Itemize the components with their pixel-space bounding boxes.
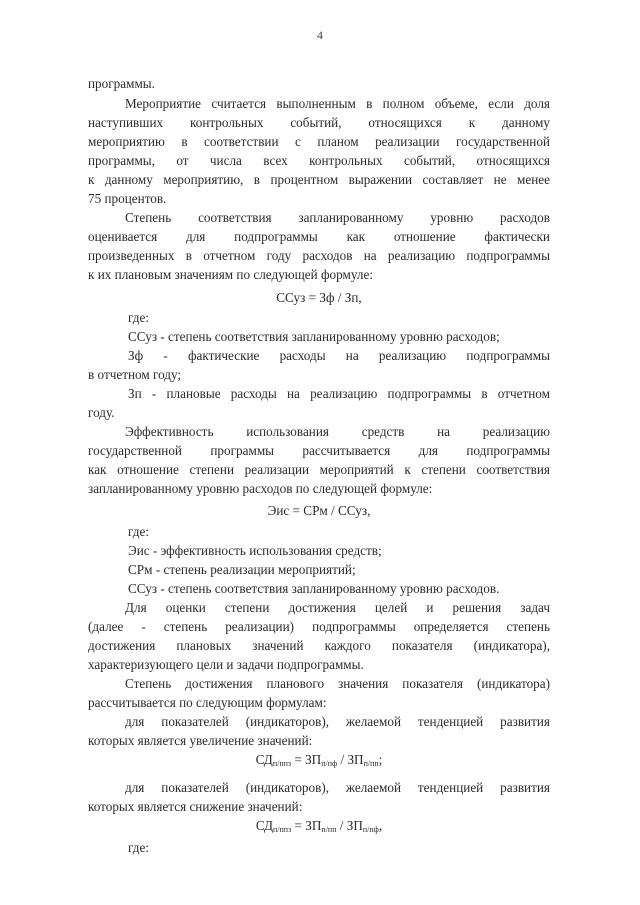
formula-subscript: п/ппз bbox=[272, 759, 292, 768]
formula-term: / ЗП bbox=[337, 752, 364, 767]
text-line: произведенных в отчетном году расходов на реализацию подпрограммы bbox=[88, 248, 550, 263]
text-line: для показателей (индикаторов), желаемой тенденцией развития bbox=[125, 780, 550, 795]
formula-term: СД bbox=[255, 752, 273, 767]
formula-term: , bbox=[378, 818, 383, 833]
page-number: 4 bbox=[317, 28, 323, 42]
text-line: рассчитывается по следующим формулам: bbox=[88, 695, 327, 710]
formula-term: ; bbox=[378, 752, 383, 767]
text-line: которых является снижение значений: bbox=[88, 799, 303, 814]
text-line: Эффективность использования средств на реализацию bbox=[125, 424, 550, 439]
formula-term: СД bbox=[255, 818, 273, 833]
formula-eis: Эис = СРм / ССуз, bbox=[267, 503, 371, 518]
formula-increase bbox=[88, 752, 550, 768]
text-line: Степень соответствия запланированному уровню расходов bbox=[125, 210, 550, 225]
text-line: как отношение степени реализации мероприятий к степени соответствия bbox=[88, 462, 550, 477]
formula-subscript: п/ппз bbox=[273, 825, 292, 834]
text-line: Зф - фактические расходы на реализацию подпрограммы bbox=[128, 348, 550, 363]
text-line: (далее - степень реализации) подпрограммы определяется степень bbox=[88, 619, 550, 634]
text-line: наступивших контрольных событий, относящихся к данному bbox=[88, 115, 550, 130]
text-line: 75 процентов. bbox=[88, 191, 167, 206]
formula-subscript: п/пф bbox=[321, 759, 338, 768]
formula-subscript: п/пп bbox=[363, 759, 379, 768]
formula-subscript: п/пф bbox=[362, 825, 379, 834]
text-line: программы, от числа всех контрольных событий, относящихся bbox=[88, 153, 550, 168]
formula-subscript: п/пп bbox=[321, 825, 337, 834]
text-line: к их плановым значениям по следующей формуле: bbox=[88, 267, 373, 282]
formula-ssuz: ССуз = Зф / Зп, bbox=[276, 290, 362, 305]
formula-term: / ЗП bbox=[336, 818, 363, 833]
text-line: для показателей (индикаторов), желаемой тенденцией развития bbox=[125, 714, 550, 729]
text-line: где: bbox=[128, 840, 149, 855]
text-line: запланированному уровню расходов по следующей формуле: bbox=[88, 481, 433, 496]
formula-term: = ЗП bbox=[291, 752, 322, 767]
text-line: в отчетном году; bbox=[88, 367, 182, 382]
text-line: мероприятию в соответствии с планом реализации государственной bbox=[88, 134, 550, 149]
text-line: оценивается для подпрограммы как отношение фактически bbox=[88, 229, 550, 244]
text-line: СРм - степень реализации мероприятий; bbox=[128, 562, 356, 577]
formula-term: = ЗП bbox=[291, 818, 322, 833]
text-line: году. bbox=[88, 405, 115, 420]
text-line: ССуз - степень соответствия запланированному уровню расходов. bbox=[128, 581, 500, 596]
text-line: которых является увеличение значений: bbox=[88, 733, 313, 748]
text-line: достижения плановых значений каждого показателя (индикатора), bbox=[88, 638, 550, 653]
text-line: где: bbox=[128, 310, 149, 325]
text-line: характеризующего цели и задачи подпрограммы. bbox=[88, 657, 364, 672]
text-line: к данному мероприятию, в процентном выражении составляет не менее bbox=[88, 172, 550, 187]
text-line: программы. bbox=[88, 76, 155, 91]
formula-decrease bbox=[88, 818, 550, 834]
text-line: ССуз - степень соответствия запланированному уровню расходов; bbox=[128, 329, 500, 344]
text-line: Зп - плановые расходы на реализацию подпрограммы в отчетном bbox=[128, 386, 550, 401]
text-line: Степень достижения планового значения показателя (индикатора) bbox=[125, 676, 550, 691]
text-line: где: bbox=[128, 524, 149, 539]
text-line: Для оценки степени достижения целей и решения задач bbox=[125, 600, 550, 615]
text-line: Эис - эффективность использования средств; bbox=[128, 543, 382, 558]
text-line: Мероприятие считается выполненным в полном объеме, если доля bbox=[125, 96, 550, 111]
text-line: государственной программы рассчитывается для подпрограммы bbox=[88, 443, 550, 458]
